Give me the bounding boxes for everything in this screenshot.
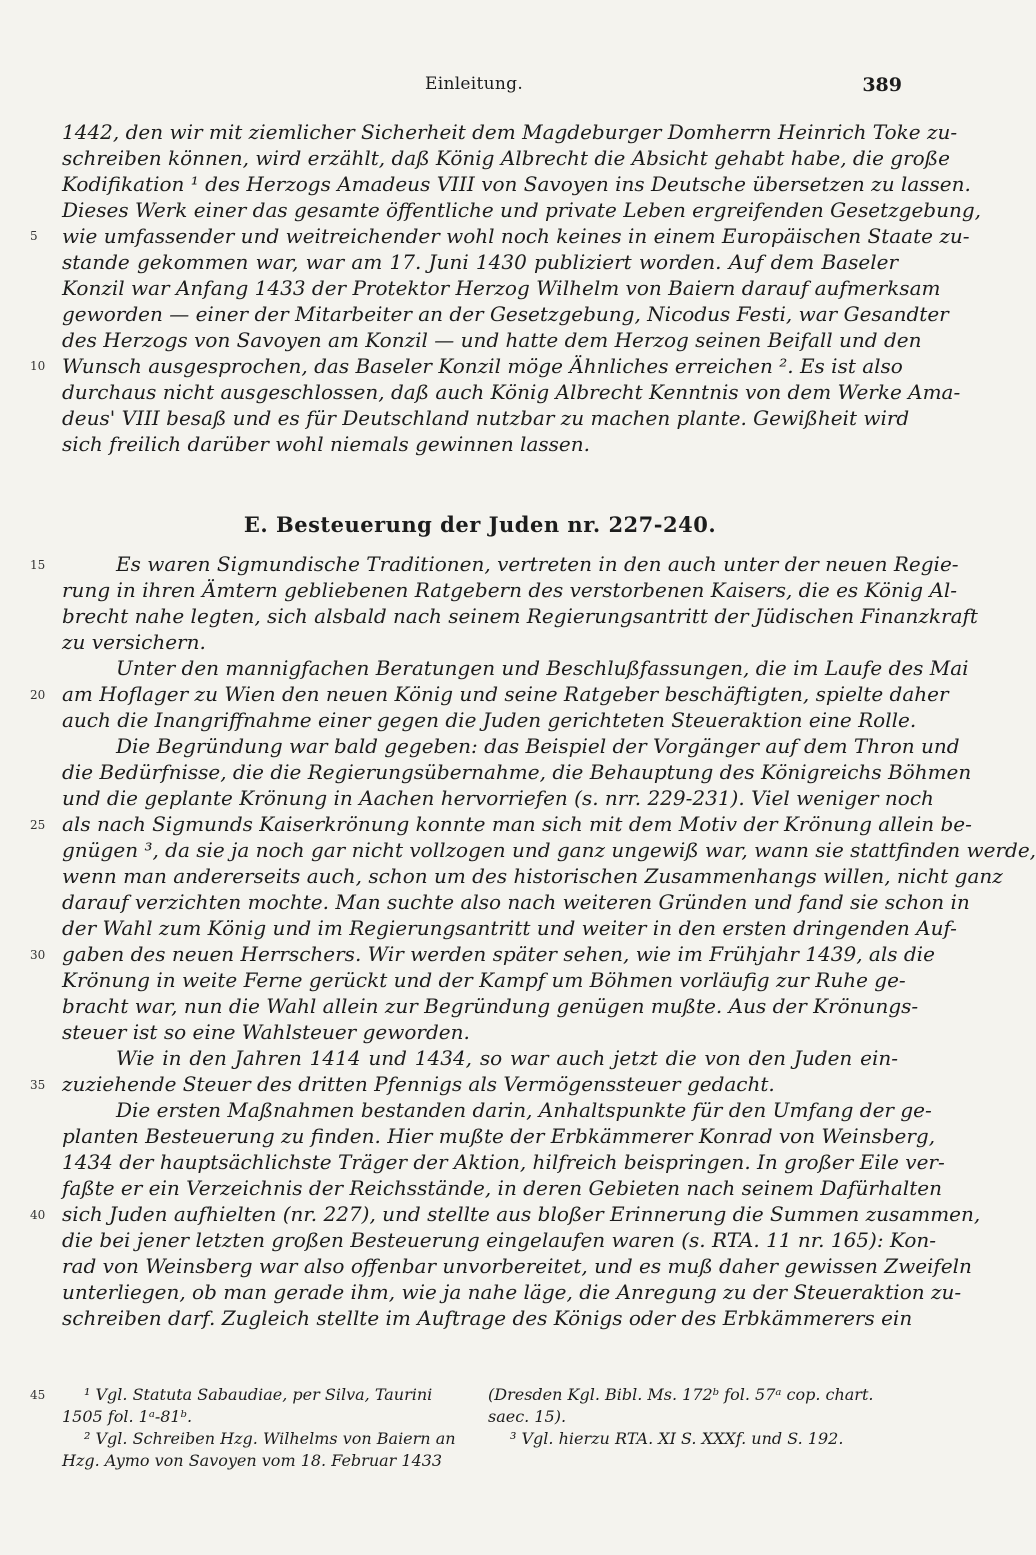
text-line: steuer ist so eine Wahlsteuer geworden.: [62, 1020, 470, 1044]
text-line: durchaus nicht ausgeschlossen, daß auch König Albrecht Kenntnis von dem Werke Ama-: [62, 380, 961, 404]
text-line: der Wahl zum König und im Regierungsantritt und weiter in den ersten dringenden Auf-: [62, 916, 957, 940]
text-line: auch die Inangriffnahme einer gegen die Juden gerichteten Steueraktion eine Rolle.: [62, 708, 917, 732]
text-line: schreiben darf. Zugleich stellte im Auftrage des Königs oder des Erbkämmerers ein: [62, 1306, 913, 1330]
text-line: am Hoflager zu Wien den neuen König und seine Ratgeber beschäftigten, spielte daher: [62, 682, 949, 706]
footnote-line: saec. 15).: [488, 1407, 567, 1426]
text-line: als nach Sigmunds Kaiserkrönung konnte man sich mit dem Motiv der Krönung allein be-: [62, 812, 972, 836]
text-line: wie umfassender und weitreichender wohl noch keines in einem Europäischen Staate zu-: [62, 224, 970, 248]
text-line: 1434 der hauptsächlichste Träger der Aktion, hilfreich beispringen. In großer Eile ver-: [62, 1150, 945, 1174]
text-line: deus' VIII besaß und es für Deutschland nutzbar zu machen plante. Gewißheit wird: [62, 406, 910, 430]
text-line: stande gekommen war, war am 17. Juni 1430 publiziert worden. Auf dem Baseler: [62, 250, 898, 274]
text-line: rad von Weinsberg war also offenbar unvorbereitet, und es muß daher gewissen Zweifeln: [62, 1254, 972, 1278]
text-line: Dieses Werk einer das gesamte öffentliche und private Leben ergreifenden Gesetzgebung,: [62, 198, 982, 222]
text-line: faßte er ein Verzeichnis der Reichsstände, in deren Gebieten nach seinem Dafürhalten: [62, 1176, 942, 1200]
line-number: 15: [30, 558, 46, 572]
text-line: die Bedürfnisse, die die Regierungsübernahme, die Behauptung des Königreichs Böhmen: [62, 760, 972, 784]
text-line: brecht nahe legten, sich alsbald nach seinem Regierungsantritt der Jüdischen Finanzkraft: [62, 604, 978, 628]
footnote-line: (Dresden Kgl. Bibl. Ms. 172ᵇ fol. 57ᵃ cop. chart.: [488, 1385, 874, 1404]
page-number: 389: [862, 74, 902, 96]
text-line: Es waren Sigmundische Traditionen, vertreten in den auch unter der neuen Regie-: [116, 552, 959, 576]
text-line: sich freilich darüber wohl niemals gewinnen lassen.: [62, 432, 590, 456]
text-line: Die ersten Maßnahmen bestanden darin, Anhaltspunkte für den Umfang der ge-: [116, 1098, 932, 1122]
text-line: Kodifikation ¹ des Herzogs Amadeus VIII von Savoyen ins Deutsche übersetzen zu lassen.: [62, 172, 971, 196]
text-line: Die Begründung war bald gegeben: das Beispiel der Vorgänger auf dem Thron und: [116, 734, 960, 758]
line-number: 40: [30, 1208, 46, 1222]
text-line: zu versichern.: [62, 630, 206, 654]
page-header: [0, 74, 960, 100]
text-line: bracht war, nun die Wahl allein zur Begründung genügen mußte. Aus der Krönungs-: [62, 994, 919, 1018]
line-number: 45: [30, 1388, 46, 1402]
footnote-line: Hzg. Aymo von Savoyen vom 18. Februar 1433: [62, 1451, 443, 1470]
text-line: gaben des neuen Herrschers. Wir werden später sehen, wie im Frühjahr 1439, als die: [62, 942, 935, 966]
footnote-line: 1505 fol. 1ᵃ-81ᵇ.: [62, 1407, 193, 1426]
text-line: und die geplante Krönung in Aachen hervorriefen (s. nrr. 229-231). Viel weniger noch: [62, 786, 934, 810]
text-line: unterliegen, ob man gerade ihm, wie ja nahe läge, die Anregung zu der Steueraktion zu-: [62, 1280, 962, 1304]
line-number: 25: [30, 818, 46, 832]
text-line: zuziehende Steuer des dritten Pfennigs als Vermögenssteuer gedacht.: [62, 1072, 775, 1096]
line-number: 35: [30, 1078, 46, 1092]
text-line: rung in ihren Ämtern gebliebenen Ratgebern des verstorbenen Kaisers, die es König Al-: [62, 578, 958, 602]
text-line: Unter den mannigfachen Beratungen und Beschlußfassungen, die im Laufe des Mai: [116, 656, 969, 680]
text-line: Konzil war Anfang 1433 der Protektor Herzog Wilhelm von Baiern darauf aufmerksam: [62, 276, 941, 300]
line-number: 10: [30, 359, 46, 373]
text-line: 1442, den wir mit ziemlicher Sicherheit dem Magdeburger Domherrn Heinrich Toke zu-: [62, 120, 958, 144]
text-line: Wunsch ausgesprochen, das Baseler Konzil möge Ähnliches erreichen ². Es ist also: [62, 354, 903, 378]
text-line: Wie in den Jahren 1414 und 1434, so war auch jetzt die von den Juden ein-: [116, 1046, 898, 1070]
text-line: Krönung in weite Ferne gerückt und der Kampf um Böhmen vorläufig zur Ruhe ge-: [62, 968, 906, 992]
text-line: die bei jener letzten großen Besteuerung eingelaufen waren (s. RTA. 11 nr. 165): Kon-: [62, 1228, 937, 1252]
running-title: Einleitung.: [425, 74, 524, 94]
line-number: 5: [30, 229, 38, 243]
text-line: geworden — einer der Mitarbeiter an der Gesetzgebung, Nicodus Festi, war Gesandter: [62, 302, 949, 326]
text-line: wenn man andererseits auch, schon um des historischen Zusammenhangs willen, nicht ganz: [62, 864, 1003, 888]
line-number: 20: [30, 688, 46, 702]
section-heading: E. Besteuerung der Juden nr. 227-240.: [243, 512, 717, 537]
footnote-line: ³ Vgl. hierzu RTA. XI S. XXXf. und S. 192.: [510, 1429, 844, 1448]
text-line: sich Juden aufhielten (nr. 227), und stellte aus bloßer Erinnerung die Summen zusammen,: [62, 1202, 981, 1226]
text-line: darauf verzichten mochte. Man suchte also nach weiteren Gründen und fand sie schon in: [62, 890, 970, 914]
footnote-line: ² Vgl. Schreiben Hzg. Wilhelms von Baiern an: [84, 1429, 456, 1448]
line-number: 30: [30, 948, 46, 962]
footnote-line: ¹ Vgl. Statuta Sabaudiae, per Silva, Taurini: [84, 1385, 433, 1404]
text-line: schreiben können, wird erzählt, daß König Albrecht die Absicht gehabt habe, die große: [62, 146, 950, 170]
text-line: des Herzogs von Savoyen am Konzil — und hatte dem Herzog seinen Beifall und den: [62, 328, 922, 352]
text-line: planten Besteuerung zu finden. Hier mußte der Erbkämmerer Konrad von Weinsberg,: [62, 1124, 936, 1148]
text-line: gnügen ³, da sie ja noch gar nicht vollzogen und ganz ungewiß war, wann sie stattfinden werde,: [62, 838, 1036, 862]
